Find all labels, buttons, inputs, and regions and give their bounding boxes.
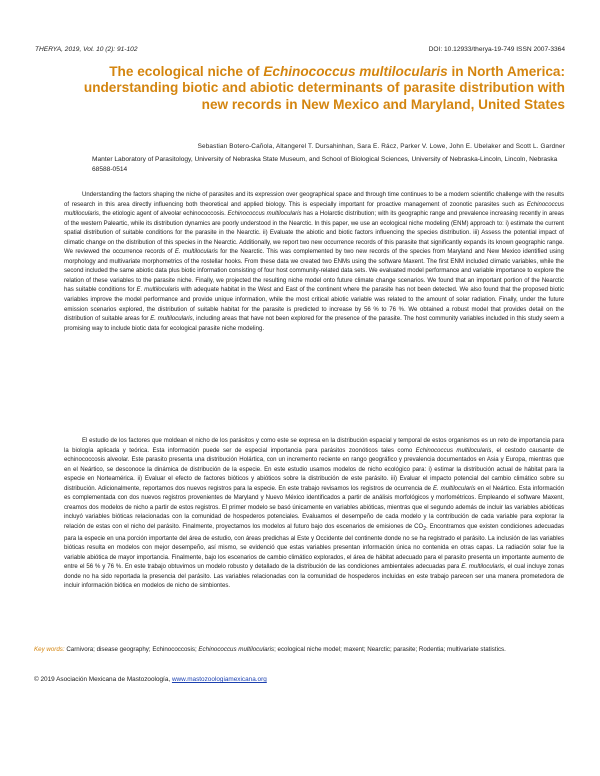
abstract-spanish: El estudio de los factores que moldean el nicho de los parásitos y como este se expresa en la distribución espacial y temporal de estos organismos es un reto de importancia para la biología aplicada y teórica. Esta información puede ser de especial importancia para parásitos zoonóticos tales como Echinococcus multilocularis, el cestodo causante de echinococcosis alveolar. Este parasito presenta una distribución Holártica, con un incremento reciente en rango geográfico y prevalencia documentados en Asia y Europa, mientras que en el Neártico, se desconoce la dinámica de distribución de la especie. En este estudio usamos modelos de nicho ecológico para: i) estimar la distribución actual de hábitat para la especie en Norteamérica. ii) Evaluar el efecto de factores bióticos y abióticos sobre la distribución de este parásito. iii) Evaluar el impacto potencial del cambio climático sobre su distribución. Adicionalmente, reportamos dos nuevos registros para la especie. En este trabajo revisamos los registros de ocurrencia de E. multilocularis en el Neártico. Esta información es complementada con dos nuevos registros provenientes de Maryland y Nuevo México identificados a partir de análisis morfológicos y morfométricos. Empleando el software Maxent, creamos dos modelos de nicho a partir de estos registros. El primer modelo se basó únicamente en variables abióticas, mientras que el segundo además de incluir las variables abióticas incluyó variables bióticas relacionadas con la comunidad de hospederos potenciales. Evaluamos el desempeño de cada modelo y la contribución de cada variable para explorar la relación de estas con el nicho del parásito. Finalmente, proyectamos los modelos al futuro bajo dos escenarios de emisiones de $CO_2$. Encontramos que existen condiciones adecuadas para la especie en una porción importante del área de estudio, con áreas predichas al Este y Occidente del continente donde no se ha registrado el parásito. La inclusión de las variables bióticas resulta en modelos con mejor desempeño, así mismo, se evidenció que estas variables presentan información única no contenida en otras capas. La radiación solar fue la variable abiótica de mayor importancia. Finalmente, bajo los escenarios de cambio climático explorados, el área de hábitat adecuado para el parasito presenta un importante aumento de entre el 56 % y 76 %. En este trabajo obtuvimos un modelo robusto y detallado de la distribución de las condiciones ambientales adecuadas para E. multilocularis, el cual incluye zonas donde no ha sido reportada la presencia del parásito. Las variables relacionadas con la comunidad de hospederos incluidas en este trabajo parecen ser una manera prometedora de incluir información biótica en modelos de nicho de simbiontes. bbox=[64, 438, 564, 590]
keywords-label: Key words: bbox=[34, 646, 65, 653]
author-list: Sebastian Botero-Cañola, Altangerel T. Dursahinhan, Sara E. Rácz, Parker V. Lowe, John E. Ubelaker and Scott L. Gardner bbox=[197, 143, 565, 150]
article-title: The ecological niche of Echinococcus multilocularis in North America: understanding biotic and abiotic determinants of parasite distribution with new records in New Mexico and Maryland, United States bbox=[83, 64, 565, 112]
abstract-english: Understanding the factors shaping the niche of parasites and its expression over geographical space and through time continues to be a modern scientific challenge with the results of research in this area directly influencing both theoretical and applied biology. This is especially important for proactive management of zoonotic parasites such as Echinococcus multilocularis, the etiologic agent of alveolar echinococcosis. Echinococcus multilocularis has a Holarctic distribution; with its geographic range and prevalence increasing recently in areas of the western Paleartic, while its distribution dynamics are poorly understood in the Nearctic. In this paper, we use an ecological niche modeling (ENM) approach to: i) estimate the current spatial distribution of suitable conditions for the parasite in the Nearctic. ii) Evaluate the abiotic and biotic factors influencing the species distribution. iii) Assess the potential impact of climatic change on the distribution of this species in the Nearctic. Additionally, we report two new occurrence records of this parasite that significantly expands its known geographic range. We reviewed the occurrence records of E. multilocularis for the Nearctic. This was complemented by two new records of the species from Maryland and New Mexico identified using morphology and multivariate morphometrics of the rostellar hooks. From these data we created two ENMs using the software Maxent. The first ENM included climatic variables, while the second included the same abiotic data plus biotic information consisting of four host community-related data sets. We evaluated model performance and variable importance to explore the relation of these variables to the parasite niche. Finally, we projected the resulting niche model onto future climate change scenarios. We found that an important portion of the Nearctic has suitable conditions for E. multilocularis with adequate habitat in the West and East of the continent where the parasite has not been detected. We also found that the proposed biotic variables improve the model performance and provide unique information, while the most critical abiotic variable was related to the amount of solar radiation. Finally, under the future emission scenarios explored, the distribution of suitable habitat for the parasite is predicted to increase by 56 % to 76 %. We obtained a robust model that provides detail on the distribution of suitable areas for E. multilocularis, including areas that have not been explored for the presence of the parasite. The host community variables included in this study seem a promising way to include biotic data for ecological parasite niche modeling. bbox=[64, 192, 565, 332]
affiliation: Manter Laboratory of Parasitology, University of Nebraska State Museum, and School of Biological Sciences, University of Nebraska-Lincoln, Lincoln, Nebraska 68588-0514 bbox=[92, 156, 558, 173]
page-header bbox=[35, 46, 565, 53]
species-name: Echinococcus multilocularis bbox=[263, 64, 448, 79]
journal-citation: THERYA, 2019, Vol. 10 (2): 91-102 bbox=[35, 46, 138, 53]
keywords: Key words: Carnivora; disease geography; Echinococcosis; Echinococcus multilocularis; ecological niche model; maxent; Nearctic; parasite; Rodentia; multivariate statistics. bbox=[34, 646, 506, 653]
copyright: © 2019 Asociación Mexicana de Mastozoología, www.mastozoologiamexicana.org bbox=[34, 676, 267, 683]
doi-issn: DOI: 10.12933/therya-19-749 ISSN 2007-3364 bbox=[428, 46, 565, 53]
society-website-link[interactable]: www.mastozoologiamexicana.org bbox=[171, 676, 267, 683]
